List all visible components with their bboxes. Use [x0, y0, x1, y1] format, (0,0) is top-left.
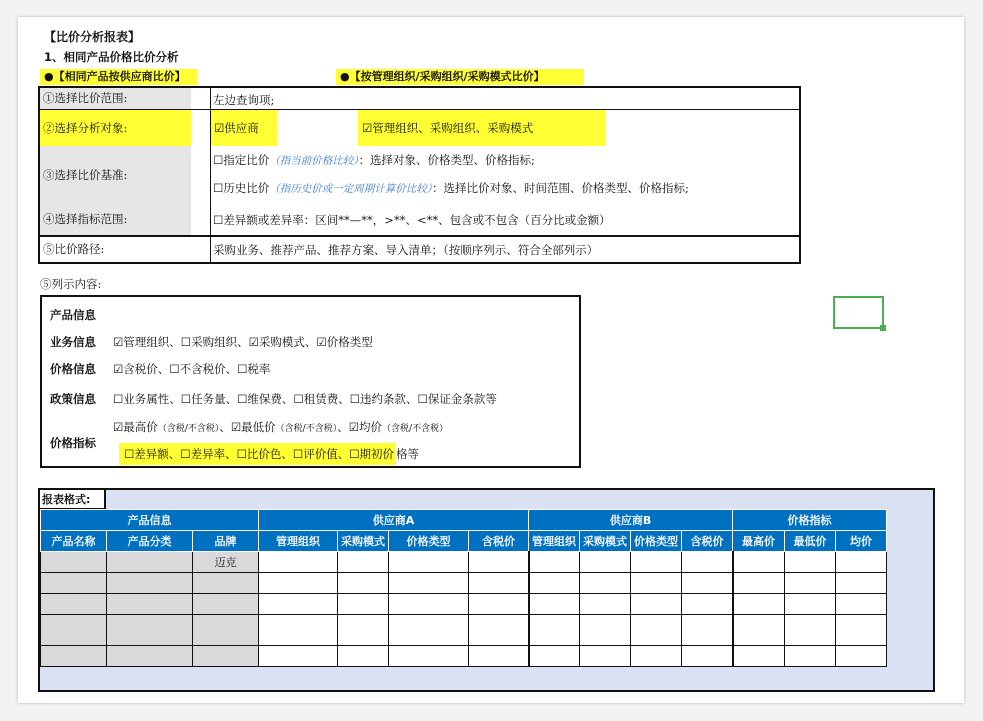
table-cell[interactable] — [259, 594, 338, 615]
table-cell[interactable] — [389, 552, 469, 573]
col-avg-price: 均价 — [836, 531, 887, 552]
table-cell[interactable] — [529, 615, 580, 646]
table-cell[interactable] — [631, 646, 682, 667]
table-cell[interactable] — [193, 646, 259, 667]
document-page — [18, 17, 964, 703]
table-cell[interactable] — [785, 594, 836, 615]
table-cell[interactable] — [785, 615, 836, 646]
path-value: 采购业务、推荐产品、推荐方案、导入清单；（按顺序列示、符合全部列示） — [213, 243, 599, 257]
index-value[interactable]: ☐差异额或差异率：区间**—**，>**、<**、包含或不包含（百分比或金额） — [213, 213, 611, 227]
basis-specified-line — [213, 152, 535, 168]
col-b-tax-price: 含税价 — [682, 531, 733, 552]
path-label: ⑤比价路径: — [40, 236, 191, 262]
basis-specified-option[interactable]: ☐指定比价 — [213, 153, 270, 167]
report-format-label: 报表格式: — [40, 490, 106, 509]
basis-history-note: （指历史价或一定周期计算价比较） — [269, 183, 433, 195]
indicator-avg-note: （含税/不含税） — [382, 424, 449, 434]
col-a-management-org: 管理组织 — [259, 531, 338, 552]
table-cell[interactable] — [580, 594, 631, 615]
table-cell[interactable] — [631, 552, 682, 573]
table-cell[interactable] — [259, 573, 338, 594]
table-cell[interactable] — [580, 615, 631, 646]
report-group-row — [41, 510, 887, 531]
group-product-info: 产品信息 — [41, 510, 259, 531]
indicator-line-1[interactable] — [113, 419, 448, 435]
indicator-options-highlight[interactable]: ☐差异额、☐差异率、☐比价色、☐评价值、☐期初价 — [119, 443, 396, 465]
table-cell[interactable] — [469, 573, 529, 594]
table-cell[interactable] — [836, 552, 887, 573]
basis-label: ③选择比价基准: — [40, 146, 191, 204]
table-cell[interactable] — [389, 594, 469, 615]
table-cell[interactable] — [389, 646, 469, 667]
group-supplier-b: 供应商B — [529, 510, 733, 531]
table-cell[interactable] — [529, 646, 580, 667]
table-cell[interactable] — [469, 646, 529, 667]
report-title: 【比价分析报表】 — [44, 30, 141, 44]
col-max-price: 最高价 — [733, 531, 785, 552]
table-cell[interactable] — [733, 552, 785, 573]
range-label: ①选择比价范围: — [40, 88, 191, 109]
table-cell[interactable] — [338, 552, 389, 573]
table-cell[interactable] — [389, 615, 469, 646]
table-cell[interactable] — [338, 646, 389, 667]
table-cell[interactable] — [529, 552, 580, 573]
table-cell[interactable] — [107, 594, 193, 615]
table-cell[interactable] — [107, 615, 193, 646]
table-cell[interactable] — [389, 573, 469, 594]
group-price-indicator: 价格指标 — [733, 510, 887, 531]
table-cell[interactable] — [785, 552, 836, 573]
indicator-options-rest: 格等 — [396, 447, 420, 461]
table-cell[interactable] — [41, 646, 107, 667]
col-b-purchase-mode: 采购模式 — [580, 531, 631, 552]
col-b-management-org: 管理组织 — [529, 531, 580, 552]
table-cell[interactable] — [836, 615, 887, 646]
table-cell[interactable] — [259, 552, 338, 573]
fill-handle[interactable] — [880, 325, 886, 331]
col-a-tax-price: 含税价 — [469, 531, 529, 552]
col-brand: 品牌 — [193, 531, 259, 552]
report-header-row — [41, 531, 887, 552]
range-value: 左边查询项; — [213, 93, 275, 107]
indicator-max[interactable]: ☑最高价 — [113, 420, 158, 434]
table-cell[interactable] — [338, 573, 389, 594]
table-cell[interactable] — [41, 552, 107, 573]
highlight-supplier-compare: ●【相同产品按供应商比价】 — [40, 69, 197, 85]
table-cell[interactable] — [193, 594, 259, 615]
indicator-line-2[interactable] — [119, 443, 419, 465]
indicator-max-note: （含税/不含税） — [157, 424, 220, 434]
list-content-label: ⑤列示内容: — [40, 277, 102, 291]
table-cell[interactable] — [631, 573, 682, 594]
table-cell[interactable] — [682, 615, 733, 646]
basis-history-option[interactable]: ☐历史比价 — [213, 181, 270, 195]
object-supplier-option[interactable]: ☑供应商 — [211, 110, 277, 146]
table-cell[interactable] — [338, 615, 389, 646]
indicator-avg[interactable]: 、☑均价 — [337, 420, 383, 434]
table-cell[interactable] — [733, 615, 785, 646]
table-row — [41, 594, 887, 615]
table-cell[interactable] — [193, 573, 259, 594]
table-cell[interactable] — [785, 573, 836, 594]
table-cell[interactable] — [785, 646, 836, 667]
table-cell[interactable] — [259, 615, 338, 646]
table-cell[interactable] — [733, 594, 785, 615]
report-table — [40, 509, 887, 667]
table-row — [41, 552, 887, 573]
table-cell[interactable] — [107, 552, 193, 573]
table-cell[interactable] — [529, 594, 580, 615]
table-cell[interactable] — [682, 594, 733, 615]
report-format-area — [38, 488, 935, 692]
table-cell[interactable] — [682, 552, 733, 573]
table-cell[interactable] — [733, 573, 785, 594]
table-cell[interactable] — [259, 646, 338, 667]
col-min-price: 最低价 — [785, 531, 836, 552]
basis-history-line — [213, 180, 689, 196]
selected-cell[interactable] — [833, 296, 884, 329]
table-cell[interactable] — [41, 615, 107, 646]
table-cell[interactable] — [580, 646, 631, 667]
business-info-value[interactable]: ☑管理组织、☐采购组织、☑采购模式、☑价格类型 — [113, 335, 373, 349]
highlight-org-compare: ●【按管理组织/采购组织/采购模式比价】 — [336, 69, 584, 85]
brand-cell[interactable]: 迈克 — [193, 552, 259, 573]
object-label: ②选择分析对象: — [40, 110, 191, 146]
table-cell[interactable] — [733, 646, 785, 667]
col-product-category: 产品分类 — [107, 531, 193, 552]
table-cell[interactable] — [41, 594, 107, 615]
index-label: ④选择指标范围: — [40, 204, 191, 235]
business-info-label: 业务信息 — [50, 335, 96, 349]
table-cell[interactable] — [580, 573, 631, 594]
price-info-label: 价格信息 — [50, 362, 96, 376]
group-supplier-a: 供应商A — [259, 510, 529, 531]
table-cell[interactable] — [193, 615, 259, 646]
table-row — [41, 573, 887, 594]
table-cell[interactable] — [41, 573, 107, 594]
table-row — [41, 646, 887, 667]
indicator-min[interactable]: 、☑最低价 — [219, 420, 276, 434]
table-cell[interactable] — [338, 594, 389, 615]
table-cell[interactable] — [682, 573, 733, 594]
product-info-label: 产品信息 — [50, 308, 96, 322]
policy-info-label: 政策信息 — [50, 392, 96, 406]
table-cell[interactable] — [631, 594, 682, 615]
table-cell[interactable] — [529, 573, 580, 594]
col-a-price-type: 价格类型 — [389, 531, 469, 552]
object-org-option[interactable]: ☑管理组织、采购组织、采购模式 — [358, 110, 606, 146]
list-content-box — [40, 295, 581, 468]
table-cell[interactable] — [469, 615, 529, 646]
criteria-table — [38, 86, 801, 264]
indicator-label: 价格指标 — [50, 436, 96, 450]
table-cell[interactable] — [469, 594, 529, 615]
basis-specified-note: （指当前价格比较） — [269, 155, 359, 167]
price-info-value[interactable]: ☑含税价、☐不含税价、☐税率 — [113, 362, 271, 376]
col-product-name: 产品名称 — [41, 531, 107, 552]
basis-specified-desc: ：选择对象、价格类型、价格指标; — [358, 153, 535, 167]
section-title: 1、相同产品价格比价分析 — [44, 50, 179, 64]
policy-info-value[interactable]: ☐业务属性、☐任务量、☐维保费、☐租赁费、☐违约条款、☐保证金条款等 — [113, 392, 497, 406]
table-cell[interactable] — [836, 646, 887, 667]
table-cell[interactable] — [580, 552, 631, 573]
table-cell[interactable] — [682, 646, 733, 667]
table-row — [41, 615, 887, 646]
table-cell[interactable] — [836, 573, 887, 594]
table-cell[interactable] — [469, 552, 529, 573]
col-a-purchase-mode: 采购模式 — [338, 531, 389, 552]
indicator-min-note: （含税/不含税） — [275, 424, 338, 434]
table-cell[interactable] — [107, 646, 193, 667]
basis-history-desc: ：选择比价对象、时间范围、价格类型、价格指标; — [432, 181, 689, 195]
table-cell[interactable] — [107, 573, 193, 594]
table-cell[interactable] — [836, 594, 887, 615]
table-cell[interactable] — [631, 615, 682, 646]
col-b-price-type: 价格类型 — [631, 531, 682, 552]
